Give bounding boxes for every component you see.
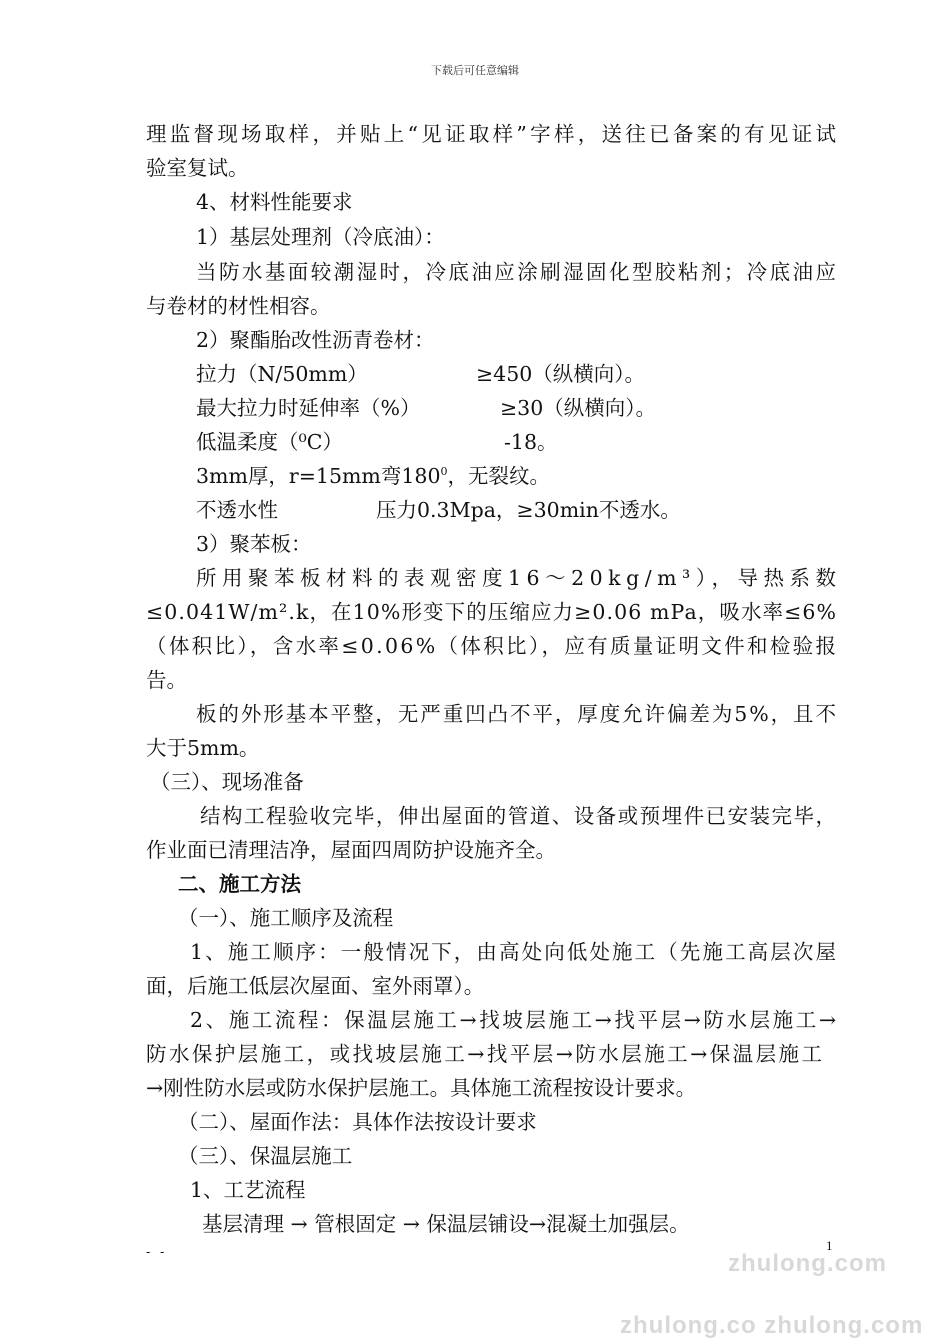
spec-label: 低温柔度（⁰C） <box>196 430 343 454</box>
text-line: 告。 <box>146 668 187 692</box>
text-line: 2、施工流程：保温层施工→找坡层施工→找平层→防水层施工→ <box>190 1008 839 1032</box>
spec-value: -18。 <box>504 430 558 454</box>
text-line: 当防水基面较潮湿时，冷底油应涂刷湿固化型胶粘剂；冷底油应 <box>196 260 839 284</box>
text-line: 与卷材的材性相容。 <box>146 294 331 318</box>
text-line: 4、材料性能要求 <box>196 190 353 214</box>
spec-label: 最大拉力时延伸率（%） <box>196 396 421 420</box>
text-line: （三）、现场准备 <box>150 770 304 794</box>
text-line: （二）、屋面作法：具体作法按设计要求 <box>178 1110 537 1134</box>
text-line: 1、施工顺序：一般情况下，由高处向低处施工（先施工高层次屋 <box>190 940 839 964</box>
text-line: 防水保护层施工，或找坡层施工→找平层→防水层施工→保温层施工 <box>146 1042 825 1066</box>
spec-value: ≥450（纵横向）。 <box>476 362 646 386</box>
text-line: 基层清理 → 管根固定 → 保温层铺设→混凝土加强层。 <box>202 1212 690 1236</box>
text-line: 理监督现场取样，并贴上“见证取样”字样，送往已备案的有见证试 <box>146 122 840 146</box>
page-number: 1 <box>826 1238 833 1253</box>
spec-value: 压力0.3Mpa，≥30min不透水。 <box>376 498 681 522</box>
text-line: 1）基层处理剂（冷底油）： <box>196 225 445 249</box>
text-line: 作业面已清理洁净，屋面四周防护设施齐全。 <box>146 838 556 862</box>
text-line: 所用聚苯板材料的表观密度16～20kg/m³），导热系数 <box>196 566 842 590</box>
watermark: zhulong.co zhulong.com <box>620 1312 924 1339</box>
watermark: zhulong.com <box>728 1250 887 1277</box>
degree-superscript: 0 <box>440 465 448 479</box>
text-line: 1、工艺流程 <box>190 1178 306 1202</box>
text-line: （三）、保温层施工 <box>178 1144 353 1168</box>
page-header: 下载后可任意编辑 <box>431 64 519 77</box>
text-line: 2）聚酯胎改性沥青卷材： <box>196 328 435 352</box>
bend-text: ，无裂纹。 <box>447 464 550 488</box>
spec-value: ≥30（纵横向）。 <box>500 396 657 420</box>
spec-label: 拉力（N/50mm） <box>196 362 368 386</box>
footer-dashes: - - <box>146 1244 168 1259</box>
bend-test-line <box>196 466 550 487</box>
text-line: 3）聚苯板： <box>196 532 312 556</box>
text-line: 板的外形基本平整，无严重凹凸不平，厚度允许偏差为5%，且不 <box>196 702 838 726</box>
text-line: ≤0.041W/m².k，在10%形变下的压缩应力≥0.06 mPa，吸水率≤6% <box>146 600 838 624</box>
text-line: 验室复试。 <box>146 156 249 180</box>
bend-text: 3mm厚，r=15mm弯180 <box>196 464 441 488</box>
text-line: 面，后施工低层次屋面、室外雨罩）。 <box>146 974 485 998</box>
text-line: →刚性防水层或防水保护层施工。具体施工流程按设计要求。 <box>146 1076 697 1100</box>
text-line: 二、施工方法 <box>178 872 301 896</box>
spec-label: 不透水性 <box>196 498 278 522</box>
text-line: （体积比），含水率≤0.06%（体积比），应有质量证明文件和检验报 <box>146 634 839 658</box>
text-line: 大于5mm。 <box>146 736 260 760</box>
text-line: （一）、施工顺序及流程 <box>178 906 394 930</box>
text-line: 结构工程验收完毕，伸出屋面的管道、设备或预埋件已安装完毕， <box>200 804 838 828</box>
